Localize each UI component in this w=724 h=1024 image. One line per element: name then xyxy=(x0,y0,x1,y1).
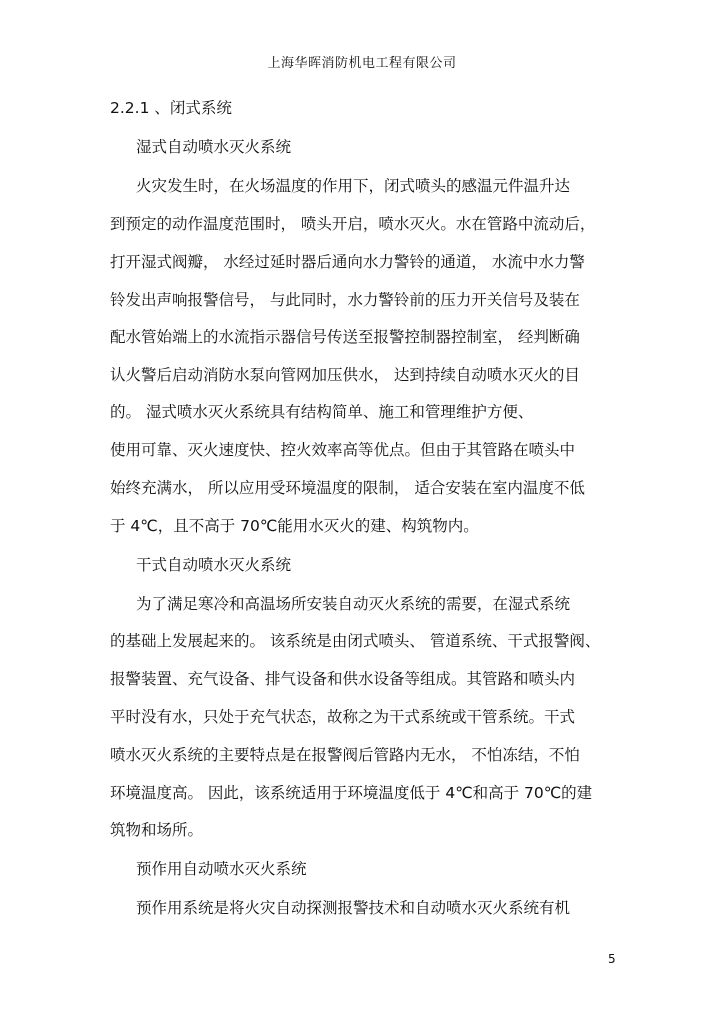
paragraph-line: 环境温度高。 因此，该系统适用于环境温度低于 4℃和高于 70℃的建 xyxy=(110,784,593,802)
paragraph-line: 筑物和场所。 xyxy=(110,821,204,839)
paragraph-line: 火灾发生时，在火场温度的作用下，闭式喷头的感温元件温升达 xyxy=(136,177,571,195)
subheading-dry-system: 干式自动喷水灭火系统 xyxy=(136,556,292,574)
paragraph-line: 于 4℃，且不高于 70℃能用水灭火的建、构筑物内。 xyxy=(110,517,479,535)
paragraph-line: 的。 湿式喷水灭火系统具有结构简单、施工和管理维护方便、 xyxy=(110,403,534,421)
subheading-wet-system: 湿式自动喷水灭火系统 xyxy=(136,138,292,156)
paragraph-line: 平时没有水，只处于充气状态，故称之为干式系统或干管系统。干式 xyxy=(110,708,576,726)
paragraph-line: 预作用系统是将火灾自动探测报警技术和自动喷水灭火系统有机 xyxy=(136,899,571,917)
paragraph-line: 喷水灭火系统的主要特点是在报警阀后管路内无水， 不怕冻结，不怕 xyxy=(110,746,580,764)
subheading-preaction-system: 预作用自动喷水灭火系统 xyxy=(136,860,307,878)
paragraph-line: 报警装置、充气设备、排气设备和供水设备等组成。其管路和喷头内 xyxy=(110,670,576,688)
paragraph-line: 始终充满水， 所以应用受环境温度的限制， 适合安装在室内温度不低 xyxy=(110,479,585,497)
paragraph-line: 铃发出声响报警信号， 与此同时，水力警铃前的压力开关信号及装在 xyxy=(110,291,580,309)
paragraph-line: 到预定的动作温度范围时， 喷头开启，喷水灭火。水在管路中流动后， xyxy=(110,215,596,233)
paragraph-line: 配水管始端上的水流指示器信号传送至报警控制器控制室， 经判断确 xyxy=(110,328,580,346)
page-header: 上海华晖消防机电工程有限公司 xyxy=(267,56,457,71)
paragraph-line: 使用可靠、灭火速度快、控火效率高等优点。但由于其管路在喷头中 xyxy=(110,441,576,459)
section-heading: 2.2.1 、闭式系统 xyxy=(110,99,232,117)
page-number: 5 xyxy=(608,952,616,966)
paragraph-line: 打开湿式阀瓣， 水经过延时器后通向水力警铃的通道， 水流中水力警 xyxy=(110,253,585,271)
paragraph-line: 认火警后启动消防水泵向管网加压供水， 达到持续自动喷水灭火的目 xyxy=(110,366,580,384)
paragraph-line: 的基础上发展起来的。 该系统是由闭式喷头、 管道系统、干式报警阀、 xyxy=(110,632,601,650)
paragraph-line: 为了满足寒冷和高温场所安装自动灭火系统的需要，在湿式系统 xyxy=(136,595,571,613)
